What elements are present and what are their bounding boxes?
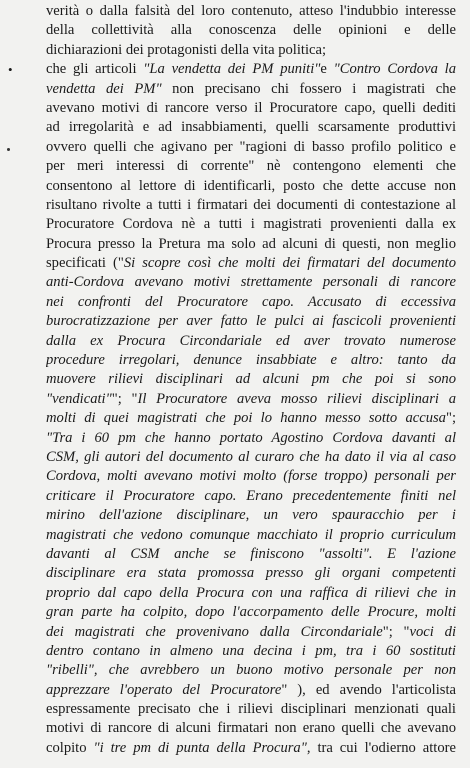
italic-quote-text: dei magistrati che provenivano dalla Circondariale xyxy=(46,623,383,640)
italic-quote-text: "La vendetta dei PM puniti" xyxy=(143,61,321,78)
italic-quote-text: molti di quei magistrati che poi lo hanno messo sotto accusa xyxy=(46,410,446,427)
text-line xyxy=(46,196,456,215)
text-line xyxy=(46,293,456,312)
italic-quote-text: dentro contano in almeno una decina i pm, tra i 60 sostituti xyxy=(46,642,456,659)
italic-quote-text: "vendicati" xyxy=(46,390,112,407)
italic-quote-text: magistrati che vedono comunque macchiato il proprio curriculum xyxy=(46,526,456,543)
text-line xyxy=(46,526,456,545)
text-line xyxy=(46,80,456,99)
bullet-point: • xyxy=(8,62,13,78)
italic-quote-text: dalla ex Procura Circondariale ed aver trovato numerose xyxy=(46,332,456,349)
body-text: specificati (" xyxy=(46,255,124,272)
text-line xyxy=(46,487,456,506)
body-text: "; " xyxy=(111,390,138,407)
text-line xyxy=(46,138,456,157)
text-line xyxy=(46,429,456,448)
italic-quote-text: anti-Cordova avevano motivi strettamente personali di rancore xyxy=(46,274,456,291)
italic-quote-text: muovere rilievi disciplinari ad alcuni pm che poi si sono xyxy=(46,371,456,388)
text-line xyxy=(46,467,456,486)
body-text: verità o dalla falsità del loro contenuto, atteso l'indubbio interesse xyxy=(46,3,456,19)
text-line xyxy=(46,215,456,234)
text-line xyxy=(46,235,456,254)
body-text: consentono al lettore di identificarli, posto che dette accuse non xyxy=(46,177,456,194)
text-line xyxy=(46,312,456,331)
italic-quote-text: gran parte ha colpito, dopo l'accorpamento delle Procure, molti xyxy=(46,604,456,621)
text-line xyxy=(46,41,456,60)
text-line xyxy=(46,273,456,292)
body-text: "; " xyxy=(382,623,410,640)
text-line xyxy=(46,506,456,525)
text-line xyxy=(46,642,456,661)
text-line xyxy=(46,564,456,583)
text-line xyxy=(46,254,456,273)
text-line xyxy=(46,623,456,642)
body-text: Procura presso la Pretura ma solo ad alcuni di questi, non meglio xyxy=(46,235,456,252)
text-line xyxy=(46,584,456,603)
italic-quote-text: procedure irregolari, denunce insabbiate e altro: tanto da xyxy=(46,352,456,369)
body-text: Procuratore Cordova nè a tutti i magistrati provenienti dalla ex xyxy=(46,216,456,233)
body-text: avevano motivi di rancore verso il Procuratore capo, quelli dediti xyxy=(46,99,456,116)
italic-quote-text: Cordova, molti avevano motivi molto (forse troppo) personali per xyxy=(46,468,456,485)
body-text: ad irregolarità e ad insabbiamenti, quelli scarsamente produttivi xyxy=(46,119,456,136)
text-line xyxy=(46,177,456,196)
scan-speck xyxy=(7,148,10,151)
text-line xyxy=(46,681,456,700)
body-text: che gli articoli xyxy=(46,61,144,78)
italic-quote-text: proprio dal capo della Procura con una raffica di rilievi che in xyxy=(46,584,456,601)
body-text: risultano rivolte a tutti i firmatari dei documenti di contestazione al xyxy=(46,196,456,213)
body-text: "; xyxy=(445,410,456,427)
body-text: non precisano chi fossero i magistrati che xyxy=(161,80,456,97)
text-line xyxy=(46,118,456,137)
text-line xyxy=(46,332,456,351)
italic-quote-text: criticare il Procuratore capo. Erano precedentemente finiti nel xyxy=(46,487,456,504)
text-line xyxy=(46,739,456,758)
body-text: dichiarazioni dei protagonisti della vita politica; xyxy=(46,41,327,58)
italic-quote-text: apprezzare l'operato del Procuratore xyxy=(46,681,282,698)
text-line xyxy=(46,719,456,738)
italic-quote-text: Il Procuratore aveva mosso rilievi disciplinari a xyxy=(137,390,456,407)
text-line xyxy=(46,21,456,40)
text-line xyxy=(46,370,456,389)
text-line xyxy=(46,661,456,680)
italic-quote-text: disciplinare era stata promossa presso gli organi competenti xyxy=(46,565,456,582)
italic-quote-text: nei confronti del Procuratore capo. Accusato di eccessiva xyxy=(46,293,456,310)
text-line xyxy=(46,448,456,467)
italic-quote-text: "Tra i 60 pm che hanno portato Agostino Cordova davanti al xyxy=(46,429,456,446)
text-line xyxy=(46,545,456,564)
body-text: colpito xyxy=(46,739,94,756)
italic-quote-text: mirino dell'azione disciplinare, un vero spauracchio per i xyxy=(46,507,456,524)
italic-quote-text: Si scopre così che molti dei firmatari del documento xyxy=(123,255,456,272)
text-line xyxy=(46,351,456,370)
text-line xyxy=(46,99,456,118)
body-text: per meri interessi di corrente" nè contengono elementi che xyxy=(46,158,456,175)
text-line xyxy=(46,603,456,622)
text-line xyxy=(46,157,456,176)
italic-quote-text: CSM, gli autori del documento al curaro che ha dato il via al caso xyxy=(46,448,456,465)
body-text: e xyxy=(320,61,334,78)
body-text: espressamente precisato che i rilievi disciplinari menzionati quali xyxy=(46,701,456,718)
body-text: motivi di rancore di alcuni firmatari non erano quelli che avevano xyxy=(46,720,456,737)
text-line xyxy=(46,409,456,428)
italic-quote-text: davanti al CSM anche se finiscono "assolti". E l'azione xyxy=(46,545,456,562)
italic-quote-text: "Contro Cordova la xyxy=(333,61,456,78)
text-line xyxy=(46,390,456,409)
body-text: ovvero quelli che agivano per "ragioni di basso profilo politico e xyxy=(46,138,456,155)
italic-quote-text: "i tre pm di punta della Procura" xyxy=(93,739,307,756)
text-line xyxy=(46,2,456,21)
text-line xyxy=(46,60,456,79)
text-line xyxy=(46,700,456,719)
body-text: della collettività alla conoscenza delle opinioni e delle xyxy=(46,22,456,39)
italic-quote-text: burocratizzazione per aver fatto le pulci ai fascicoli provenienti xyxy=(46,313,456,330)
body-text: " ), ed avendo l'articolista xyxy=(281,681,456,698)
italic-quote-text: "ribelli", che avrebbero un buono motivo personale per non xyxy=(46,662,456,679)
italic-quote-text: vendetta dei PM" xyxy=(46,80,162,97)
body-text: , tra cui l'odierno attore xyxy=(306,739,456,756)
italic-quote-text: voci di xyxy=(409,623,456,640)
